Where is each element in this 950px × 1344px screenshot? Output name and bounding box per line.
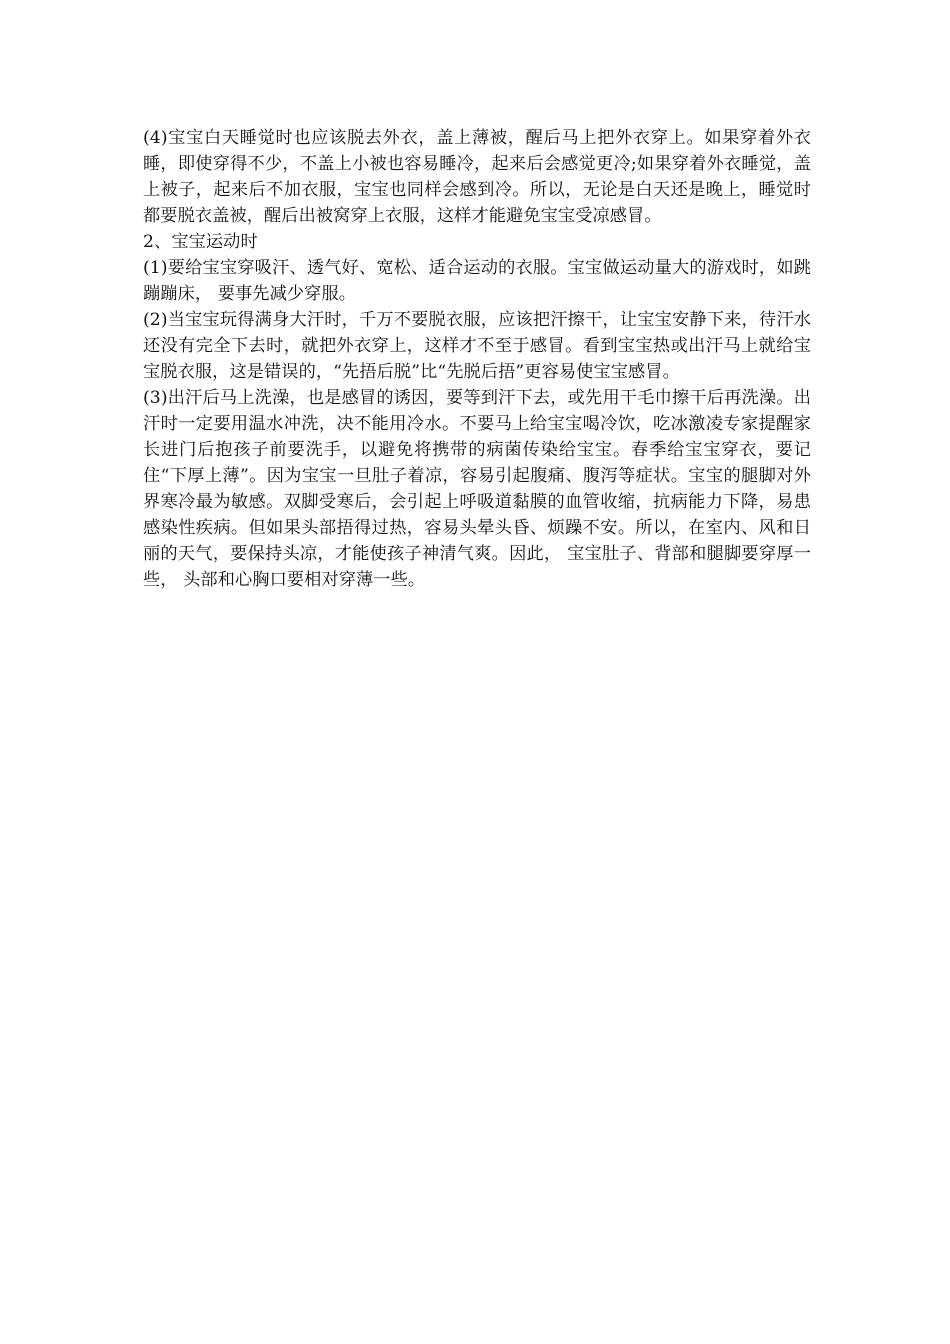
paragraph-exercise-clothing: (1)要给宝宝穿吸汗、透气好、宽松、适合运动的衣服。宝宝做运动量大的游戏时，如跳蹦蹦床， 要事先减少穿服。 (143, 258, 811, 304)
section-heading-exercise: 2、宝宝运动时 (143, 232, 258, 252)
paragraph-daytime-sleep: (4)宝宝白天睡觉时也应该脱去外衣，盖上薄被，醒后马上把外衣穿上。如果穿着外衣睡，即使穿得不少，不盖上小被也容易睡冷，起来后会感觉更冷;如果穿着外衣睡觉，盖上被子，起来后不加衣服，宝宝也同样会感到冷。所以，无论是白天还是晚上，睡觉时都要脱衣盖被，醒后出被窝穿上衣服，这样才能避免宝宝受凉感冒。 (143, 128, 811, 226)
document-body (143, 125, 811, 593)
paragraph-bathing: (3)出汗后马上洗澡，也是感冒的诱因，要等到汗下去，或先用干毛巾擦干后再洗澡。出汗时一定要用温水冲洗，决不能用冷水。不要马上给宝宝喝冷饮，吃冰激凌专家提醒家长进门后抱孩子前要洗手，以避免将携带的病菌传染给宝宝。春季给宝宝穿衣，要记住“下厚上薄”。因为宝宝一旦肚子着凉，容易引起腹痛、腹泻等症状。宝宝的腿脚对外界寒冷最为敏感。双脚受寒后，会引起上呼吸道黏膜的血管收缩，抗病能力下降，易患感染性疾病。但如果头部捂得过热，容易头晕头昏、烦躁不安。所以，在室内、风和日丽的天气，要保持头凉，才能使孩子神清气爽。因此， 宝宝肚子、背部和腿脚要穿厚一些， 头部和心胸口要相对穿薄一些。 (143, 388, 811, 590)
paragraph-sweating: (2)当宝宝玩得满身大汗时，千万不要脱衣服，应该把汗擦干，让宝宝安静下来，待汗水还没有完全下去时，就把外衣穿上，这样才不至于感冒。看到宝宝热或出汗马上就给宝宝脱衣服，这是错误的，“先捂后脱”比“先脱后捂”更容易使宝宝感冒。 (143, 310, 811, 382)
